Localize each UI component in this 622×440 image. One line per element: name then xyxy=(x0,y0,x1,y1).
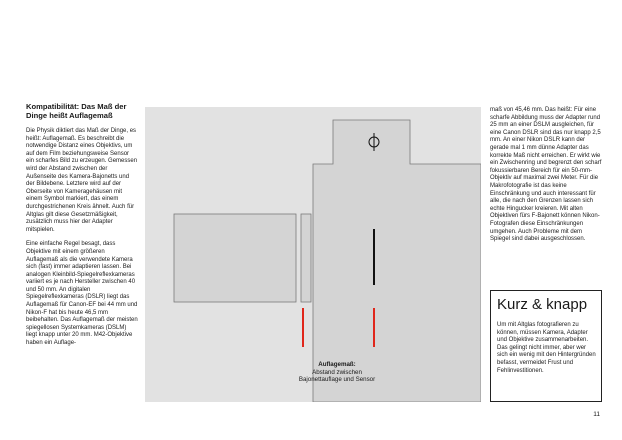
summary-box-text: Um mit Altglas fotografieren zu können, müssen Kamera, Adapter und Objektive zusammenarbeiten. Das gelingt nicht immer, aber wer sich ein wenig mit den Hintergründen befasst, vermeidet Frust und Fehlinvestitionen. xyxy=(497,322,596,374)
camera-diagram xyxy=(145,107,481,402)
summary-box-title: Kurz & knapp xyxy=(497,296,588,313)
figure-caption-title: Auflagemaß: xyxy=(318,361,356,368)
summary-box xyxy=(490,290,602,402)
page-number: 11 xyxy=(593,411,600,418)
article-right-column xyxy=(490,107,602,244)
article-paragraph: Eine einfache Regel besagt, dass Objektive mit einem größeren Auflagemaß als die verwendete Kamera sich (fast) immer adaptieren lassen. Bei analogen Kleinbild-Spiegelreflexkameras variiert es je nach Hersteller zwischen 40 und 50 mm. An digitalen Spiegelreflexkameras (DSLR) liegt das Auflagemaß für Canon-EF bei 44 mm und Nikon-F hat bis heute 46,5 mm beibehalten. Das Auflagemaß der meisten spiegellosen Systemkameras (DSLM) liegt knapp unter 20 mm. M42-Objektive haben ein Auflage- xyxy=(26,241,138,347)
article-left-column xyxy=(26,102,138,355)
flange-distance-figure xyxy=(145,107,481,402)
figure-caption-text: Abstand zwischen Bajonettauflage und Sensor xyxy=(298,368,376,384)
lens-body-shape xyxy=(174,214,296,302)
figure-caption xyxy=(297,361,377,384)
article-heading: Kompatibilität: Das Maß der Dinge heißt Auflagemaß xyxy=(26,102,127,120)
article-paragraph: Die Physik diktiert das Maß der Dinge, es heißt: Auflagemaß. Es beschreibt die notwendige Distanz eines Objektivs, um auf dem Film beziehungsweise Sensor ein scharfes Bild zu erzeugen. Gemessen wird der Abstand zwischen der Außenseite des Kamera-Bajonetts und der Bildebene. Letztere wird auf der Oberseite von Kameragehäusen mit einem Symbol markiert, das einem durchgestrichenen Kreis ähnelt. Auch für Altglas gilt diese Gesetzmäßigkeit, zusätzlich muss hier der Adapter mitspielen. xyxy=(26,128,138,233)
adapter-ring-shape xyxy=(301,214,311,302)
camera-body-shape xyxy=(313,120,481,402)
article-continuation: maß von 45,46 mm. Das heißt: Für eine scharfe Abbildung muss der Adapter rund 25 mm an einer DSLM ausgleichen, für eine Canon DSLR sind das nur knapp 2,5 mm. An einer Nikon DSLR kann der gerade mal 1 mm dünne Adapter das korrekte Maß nicht erreichen. Er wirkt wie ein Zwischenring und begrenzt den scharf fokussierbaren Bereich für ein 50-mm-Objektiv auf maximal zwei Meter. Für die Makrofotografie ist das keine Einschränkung und auch interessant für alle, die nach den Grenzen lassen sich echte Hingucker kreieren. Mit alten Objektiven fürs F-Bajonett können Nikon-Fotografen diese Einschränkungen umgehen. Auch Probleme mit dem Spiegel sind dabei ausgeschlossen. xyxy=(490,107,602,243)
